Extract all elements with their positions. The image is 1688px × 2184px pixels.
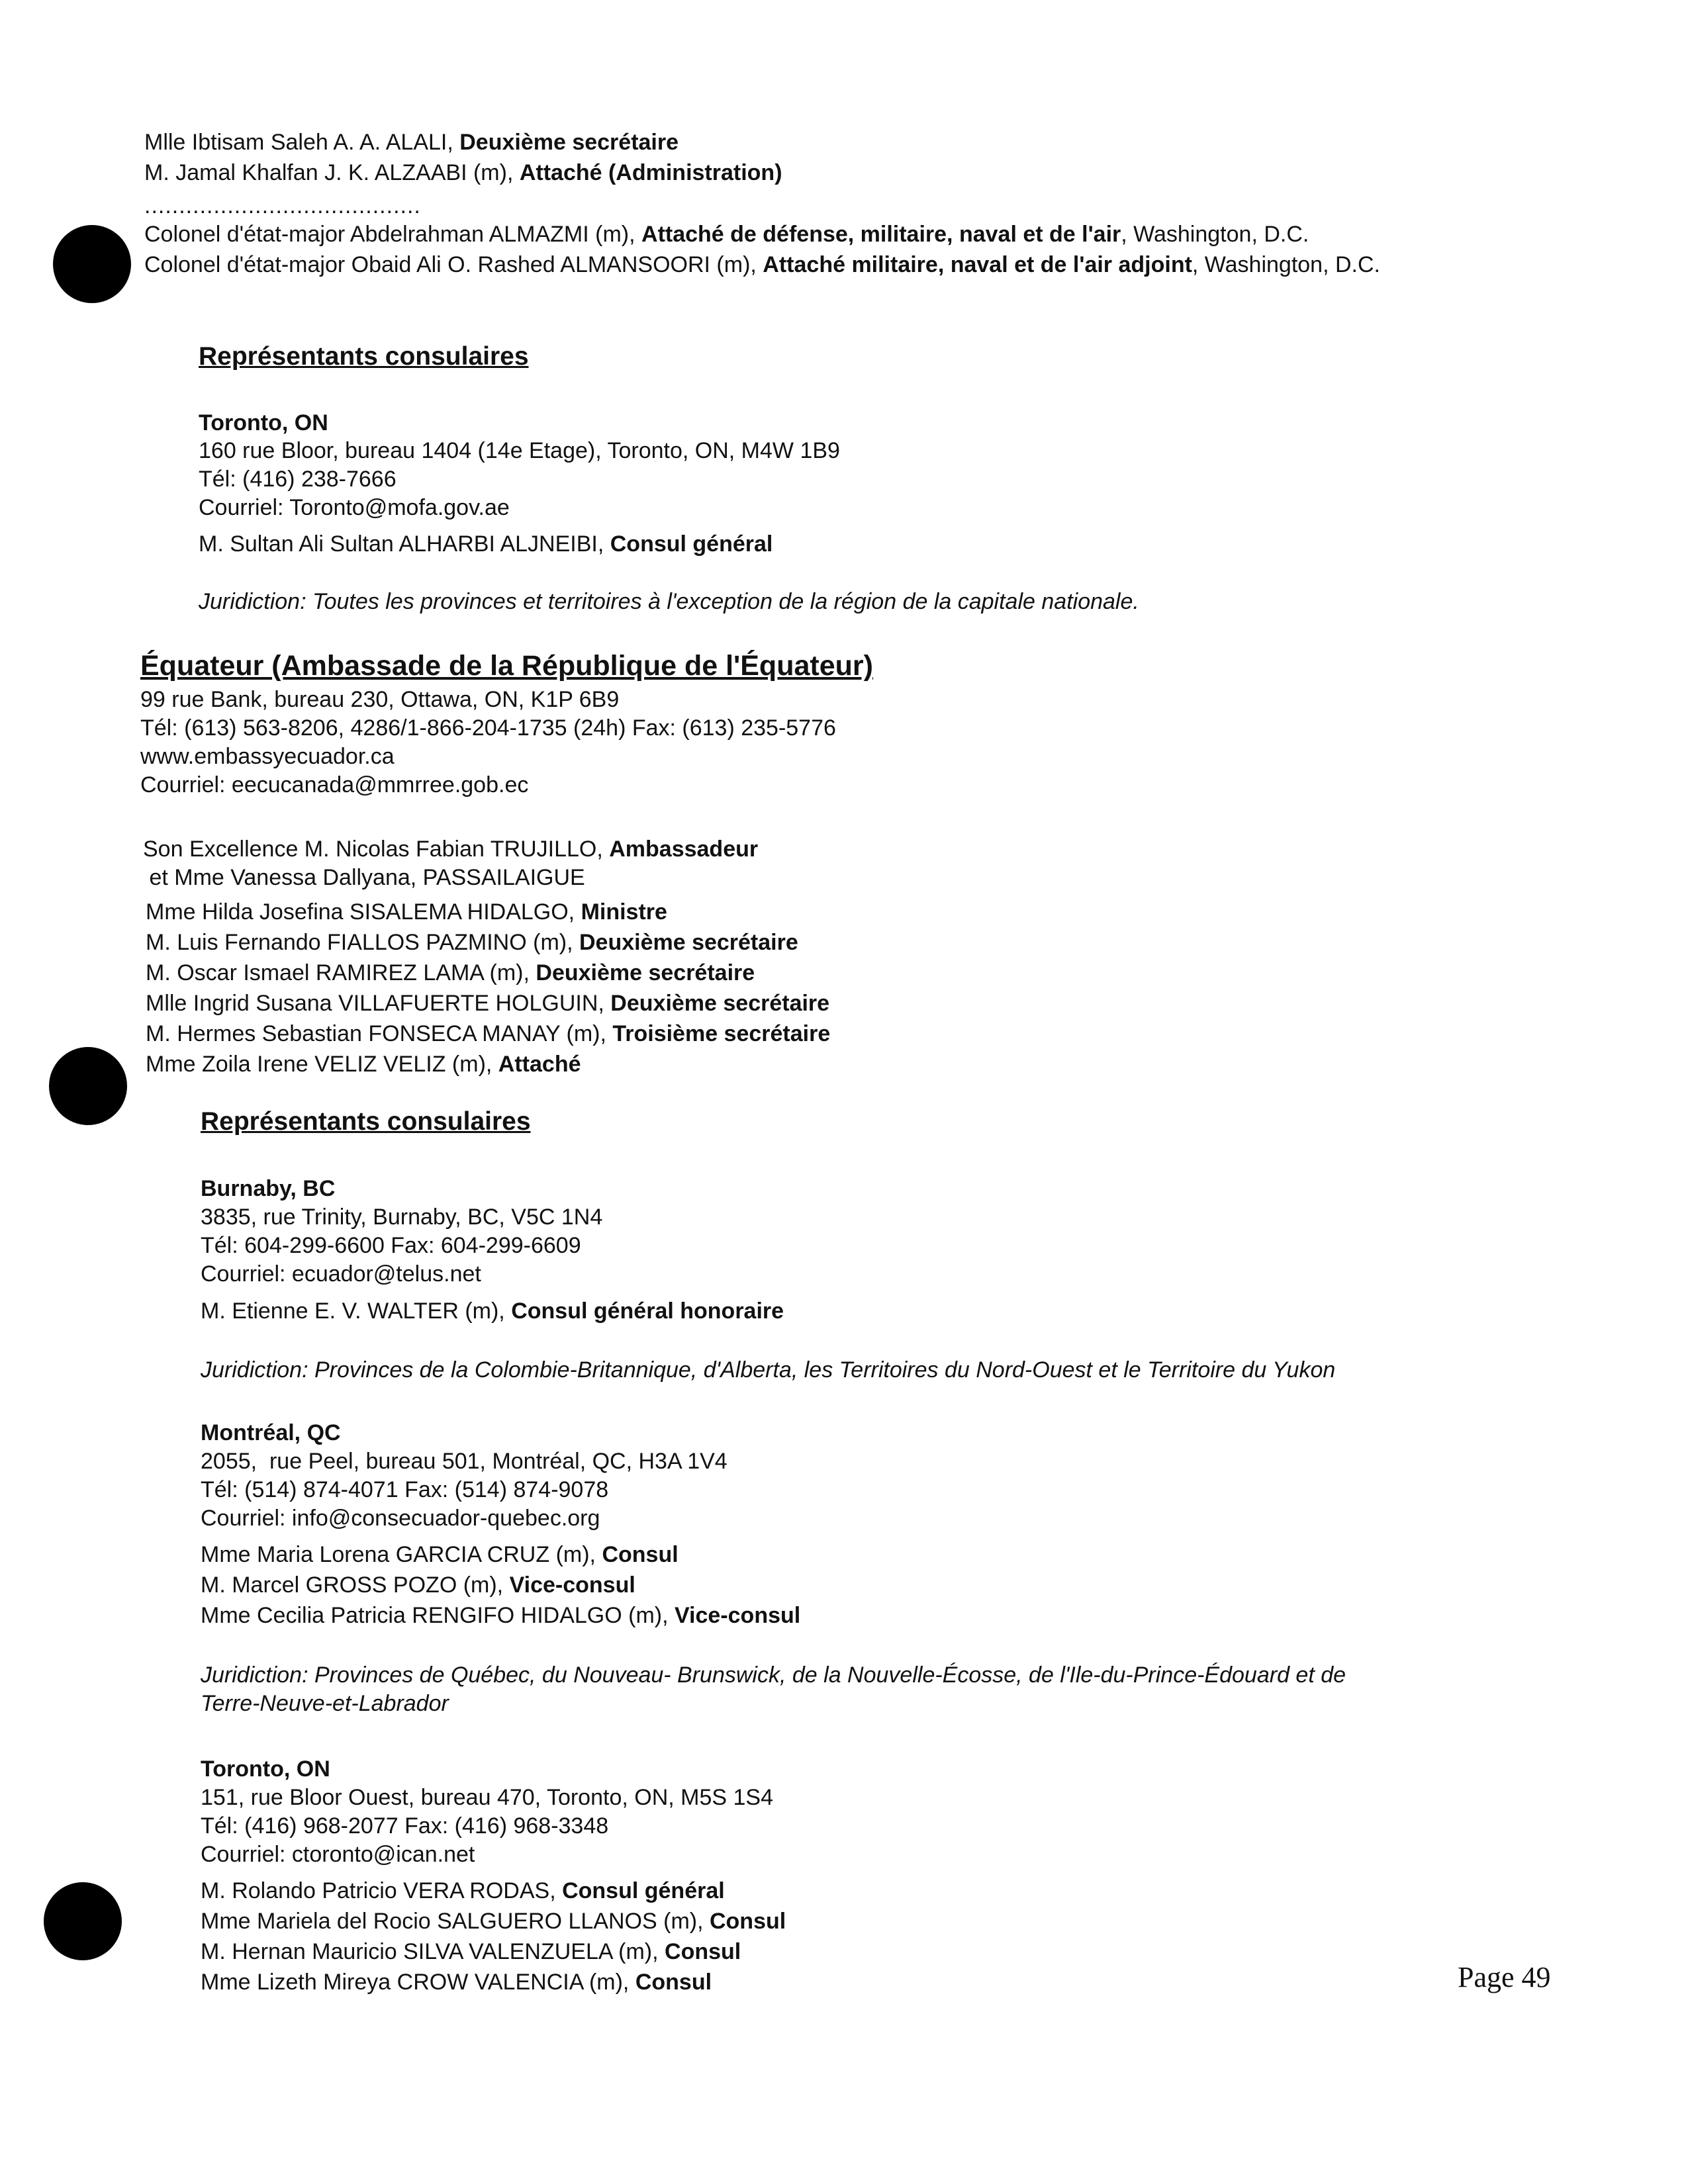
punch-hole-middle xyxy=(49,1047,127,1125)
consulate-address: 2055, rue Peel, bureau 501, Montréal, QC, H3A 1V4 xyxy=(201,1449,727,1474)
embassy-address: 99 rue Bank, bureau 230, Ottawa, ON, K1P 6B9 xyxy=(140,687,620,712)
consulate-phone: Tél: (416) 238-7666 xyxy=(199,467,397,492)
consulate-phone: Tél: 604-299-6600 Fax: 604-299-6609 xyxy=(201,1233,581,1258)
ellipsis-divider: ........................................ xyxy=(144,193,421,218)
staff-entry: Colonel d'état-major Obaid Ali O. Rashed ALMANSOORI (m), Attaché militaire, naval et de l'air adjoint, Washington, D.C. xyxy=(144,252,1380,277)
jurisdiction-note-cont: Terre-Neuve-et-Labrador xyxy=(201,1691,449,1716)
staff-entry: M. Oscar Ismael RAMIREZ LAMA (m), Deuxième secrétaire xyxy=(146,960,755,985)
staff-entry: Son Excellence M. Nicolas Fabian TRUJILLO, Ambassadeur xyxy=(143,837,759,862)
consulate-city: Toronto, ON xyxy=(201,1756,330,1782)
staff-entry: M. Luis Fernando FIALLOS PAZMINO (m), Deuxième secrétaire xyxy=(146,930,798,955)
consul-entry: M. Marcel GROSS POZO (m), Vice-consul xyxy=(201,1572,635,1598)
consulate-phone: Tél: (514) 874-4071 Fax: (514) 874-9078 xyxy=(201,1477,609,1502)
staff-entry: M. Jamal Khalfan J. K. ALZAABI (m), Attaché (Administration) xyxy=(144,160,782,185)
embassy-website: www.embassyecuador.ca xyxy=(140,744,395,769)
staff-entry: Mlle Ingrid Susana VILLAFUERTE HOLGUIN, Deuxième secrétaire xyxy=(146,991,830,1016)
staff-entry: Mme Zoila Irene VELIZ VELIZ (m), Attaché xyxy=(146,1052,581,1077)
staff-entry: M. Hermes Sebastian FONSECA MANAY (m), Troisième secrétaire xyxy=(146,1021,831,1046)
consul-entry: Mme Cecilia Patricia RENGIFO HIDALGO (m), Vice-consul xyxy=(201,1603,801,1628)
consulate-phone: Tél: (416) 968-2077 Fax: (416) 968-3348 xyxy=(201,1813,609,1839)
country-section-title: Équateur (Ambassade de la République de l'Équateur) xyxy=(140,650,873,682)
consul-entry: Mme Lizeth Mireya CROW VALENCIA (m), Consul xyxy=(201,1970,712,1995)
embassy-phone: Tél: (613) 563-8206, 4286/1-866-204-1735 (24h) Fax: (613) 235-5776 xyxy=(140,715,836,741)
consulate-address: 160 rue Bloor, bureau 1404 (14e Etage), Toronto, ON, M4W 1B9 xyxy=(199,438,840,463)
consulate-city: Burnaby, BC xyxy=(201,1176,336,1201)
consulate-email: Courriel: Toronto@mofa.gov.ae xyxy=(199,495,510,520)
consul-entry: M. Hernan Mauricio SILVA VALENZUELA (m), Consul xyxy=(201,1939,741,1964)
staff-entry: Colonel d'état-major Abdelrahman ALMAZMI (m), Attaché de défense, militaire, naval et de l'air, Washington, D.C. xyxy=(144,222,1309,247)
consulate-email: Courriel: info@consecuador-quebec.org xyxy=(201,1506,600,1531)
consulate-email: Courriel: ecuador@telus.net xyxy=(201,1261,481,1287)
jurisdiction-note: Juridiction: Provinces de Québec, du Nouveau- Brunswick, de la Nouvelle-Écosse, de l'Ile-du-Prince-Édouard et de xyxy=(201,1662,1346,1688)
staff-entry: Mlle Ibtisam Saleh A. A. ALALI, Deuxième secrétaire xyxy=(144,130,679,155)
consul-entry: Mme Mariela del Rocio SALGUERO LLANOS (m), Consul xyxy=(201,1909,786,1934)
consular-heading: Représentants consulaires xyxy=(199,342,529,371)
consulate-city: Montréal, QC xyxy=(201,1420,341,1445)
staff-entry: et Mme Vanessa Dallyana, PASSAILAIGUE xyxy=(143,865,585,890)
consular-heading: Représentants consulaires xyxy=(201,1107,531,1136)
jurisdiction-note: Juridiction: Toutes les provinces et territoires à l'exception de la région de la capitale nationale. xyxy=(199,589,1139,614)
page-number: Page 49 xyxy=(1458,1961,1551,1993)
consulate-city: Toronto, ON xyxy=(199,410,328,435)
jurisdiction-note: Juridiction: Provinces de la Colombie-Britannique, d'Alberta, les Territoires du Nord-Ouest et le Territoire du Yukon xyxy=(201,1357,1336,1383)
punch-hole-bottom xyxy=(44,1882,122,1960)
consulate-address: 151, rue Bloor Ouest, bureau 470, Toronto, ON, M5S 1S4 xyxy=(201,1785,773,1810)
consul-entry: Mme Maria Lorena GARCIA CRUZ (m), Consul xyxy=(201,1542,679,1567)
consulate-address: 3835, rue Trinity, Burnaby, BC, V5C 1N4 xyxy=(201,1205,603,1230)
staff-entry: Mme Hilda Josefina SISALEMA HIDALGO, Ministre xyxy=(146,899,667,925)
consul-entry: M. Sultan Ali Sultan ALHARBI ALJNEIBI, Consul général xyxy=(199,531,773,557)
consul-entry: M. Rolando Patricio VERA RODAS, Consul général xyxy=(201,1878,725,1903)
consul-entry: M. Etienne E. V. WALTER (m), Consul général honoraire xyxy=(201,1298,784,1324)
punch-hole-top xyxy=(53,225,131,303)
embassy-email: Courriel: eecucanada@mmrree.gob.ec xyxy=(140,772,529,797)
consulate-email: Courriel: ctoronto@ican.net xyxy=(201,1842,475,1867)
